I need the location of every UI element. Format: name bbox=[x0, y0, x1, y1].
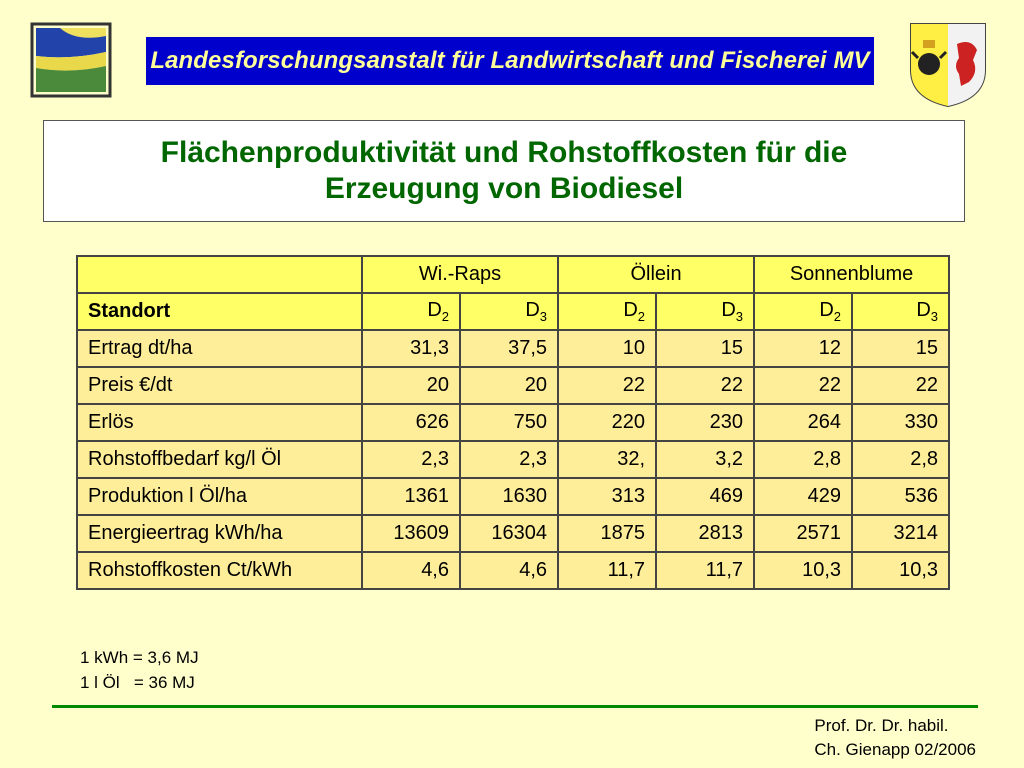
table-row bbox=[77, 478, 949, 515]
table-cell: 469 bbox=[656, 478, 754, 515]
footer-divider bbox=[52, 705, 978, 708]
table-cell: 230 bbox=[656, 404, 754, 441]
row-label: Produktion l Öl/ha bbox=[77, 478, 362, 515]
standort-label: Standort bbox=[77, 293, 362, 330]
table-cell: 4,6 bbox=[460, 552, 558, 589]
row-label: Preis €/dt bbox=[77, 367, 362, 404]
table-cell: 1875 bbox=[558, 515, 656, 552]
table-cell: 22 bbox=[852, 367, 949, 404]
slide-title-line2: Erzeugung von Biodiesel bbox=[324, 172, 684, 205]
table-cell: 313 bbox=[558, 478, 656, 515]
table-cell: 3,2 bbox=[656, 441, 754, 478]
table-cell: 536 bbox=[852, 478, 949, 515]
table-cell: 330 bbox=[852, 404, 949, 441]
subheader-cell: $D_3$ bbox=[656, 293, 754, 330]
author-line1: Prof. Dr. Dr. habil. bbox=[814, 716, 949, 735]
table-cell: 3214 bbox=[852, 515, 949, 552]
table-cell: 10 bbox=[558, 330, 656, 367]
table-cell: 20 bbox=[362, 367, 460, 404]
table-cell: 15 bbox=[852, 330, 949, 367]
table-row bbox=[77, 404, 949, 441]
row-label: Energieertrag kWh/ha bbox=[77, 515, 362, 552]
table-cell: 15 bbox=[656, 330, 754, 367]
author-credit bbox=[814, 714, 976, 762]
conversion-notes bbox=[80, 645, 199, 695]
author-line2: Ch. Gienapp 02/2006 bbox=[814, 740, 976, 759]
table-cell: 11,7 bbox=[656, 552, 754, 589]
subheader-cell: $D_3$ bbox=[460, 293, 558, 330]
group-header-wi-raps: Wi.-Raps bbox=[362, 256, 558, 293]
table-row bbox=[77, 441, 949, 478]
table-cell: 264 bbox=[754, 404, 852, 441]
slide-title-line1: Flächenproduktivität und Rohstoffkosten für die bbox=[160, 136, 848, 169]
table-row bbox=[77, 515, 949, 552]
table-group-header-row bbox=[77, 256, 949, 293]
table-cell: 10,3 bbox=[852, 552, 949, 589]
note-kwh: 1 kWh = 3,6 MJ bbox=[80, 648, 199, 667]
table-cell: 2813 bbox=[656, 515, 754, 552]
table-cell: 220 bbox=[558, 404, 656, 441]
table-cell: 20 bbox=[460, 367, 558, 404]
table-row bbox=[77, 330, 949, 367]
table-cell: 11,7 bbox=[558, 552, 656, 589]
header-banner bbox=[146, 37, 874, 85]
subheader-cell: $D_3$ bbox=[852, 293, 949, 330]
table-cell: 16304 bbox=[460, 515, 558, 552]
table-cell: 750 bbox=[460, 404, 558, 441]
table-cell: 22 bbox=[558, 367, 656, 404]
table-cell: 2571 bbox=[754, 515, 852, 552]
row-label: Erlös bbox=[77, 404, 362, 441]
row-label: Ertrag dt/ha bbox=[77, 330, 362, 367]
row-label: Rohstoffbedarf kg/l Öl bbox=[77, 441, 362, 478]
table-cell: 12 bbox=[754, 330, 852, 367]
table-cell: 2,8 bbox=[754, 441, 852, 478]
table-row bbox=[77, 367, 949, 404]
slide-title-box bbox=[43, 120, 965, 222]
banner-title: Landesforschungsanstalt für Landwirtschaft und Fischerei MV bbox=[150, 47, 870, 74]
table-cell: 10,3 bbox=[754, 552, 852, 589]
table-cell: 626 bbox=[362, 404, 460, 441]
table-cell: 2,8 bbox=[852, 441, 949, 478]
institute-logo bbox=[30, 22, 112, 98]
table-cell: 13609 bbox=[362, 515, 460, 552]
table-cell: 22 bbox=[754, 367, 852, 404]
table-cell: 31,3 bbox=[362, 330, 460, 367]
coat-of-arms bbox=[907, 20, 989, 108]
group-header-oellein: Öllein bbox=[558, 256, 754, 293]
subheader-cell: $D_2$ bbox=[362, 293, 460, 330]
table-cell: 2,3 bbox=[460, 441, 558, 478]
table-body bbox=[77, 330, 949, 589]
row-label: Rohstoffkosten Ct/kWh bbox=[77, 552, 362, 589]
table-cell: 37,5 bbox=[460, 330, 558, 367]
table-cell: 1630 bbox=[460, 478, 558, 515]
subheader-cell: $D_2$ bbox=[558, 293, 656, 330]
table-cell: 2,3 bbox=[362, 441, 460, 478]
group-header-sonnenblume: Sonnenblume bbox=[754, 256, 949, 293]
biodiesel-table bbox=[76, 255, 950, 590]
table-row bbox=[77, 552, 949, 589]
note-oel: 1 l Öl = 36 MJ bbox=[80, 673, 195, 692]
table-cell: 32, bbox=[558, 441, 656, 478]
table-cell: 4,6 bbox=[362, 552, 460, 589]
table-subheader-row bbox=[77, 293, 949, 330]
subheader-cell: $D_2$ bbox=[754, 293, 852, 330]
table-cell: 22 bbox=[656, 367, 754, 404]
table-cell: 429 bbox=[754, 478, 852, 515]
table-corner-cell bbox=[77, 256, 362, 293]
table-cell: 1361 bbox=[362, 478, 460, 515]
